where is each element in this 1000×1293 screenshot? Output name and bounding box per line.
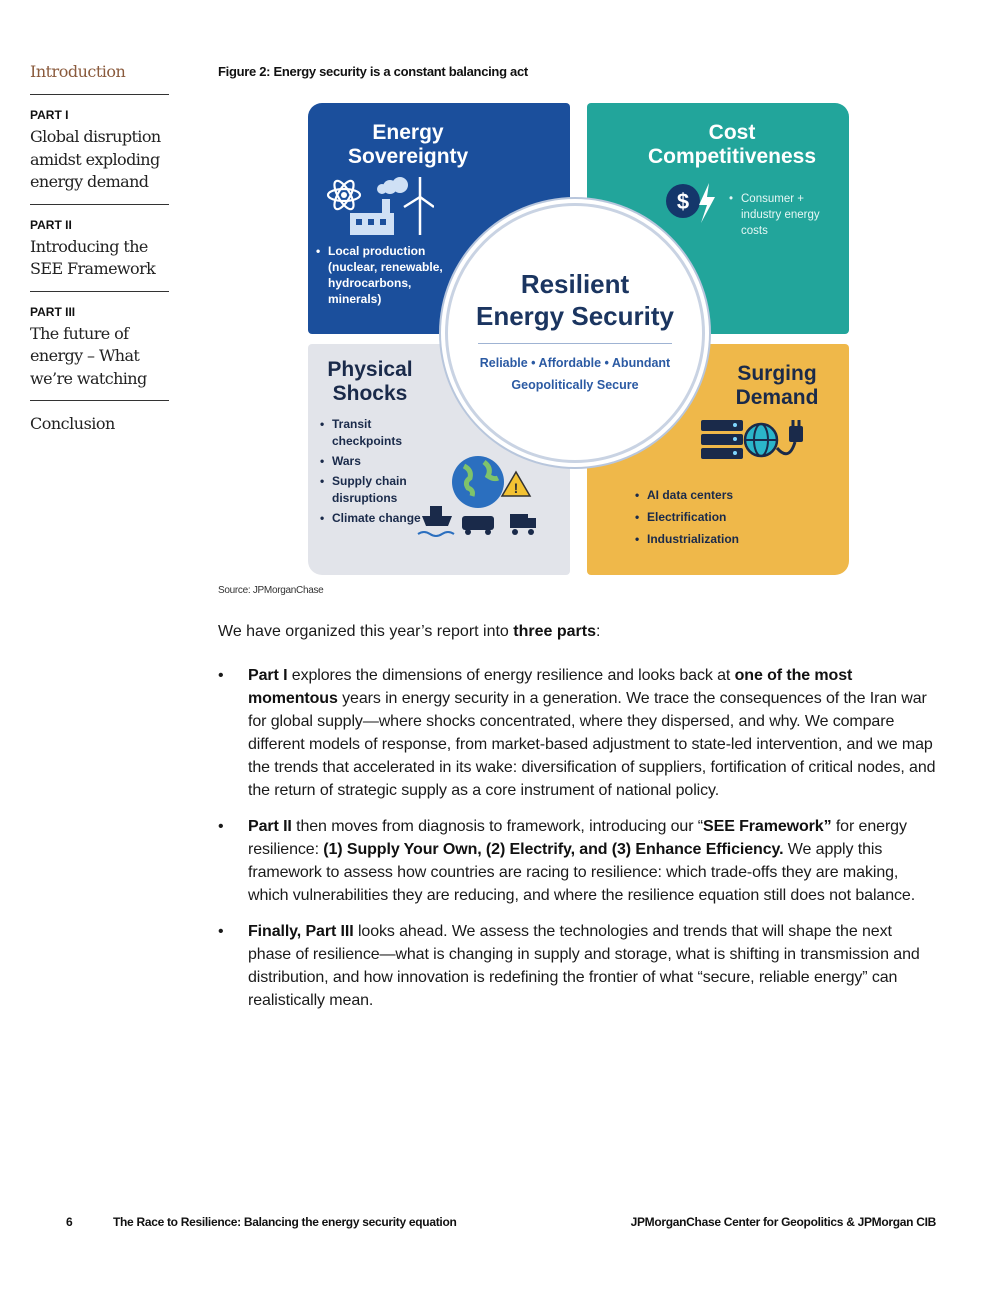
quadrant-title: Cost Competitiveness (647, 121, 817, 168)
bold-text: (1) Supply Your Own, (2) Electrify, and (3) Enhance Efficiency. (323, 841, 784, 858)
atom-factory-wind-icon (322, 175, 434, 237)
energy-security-figure (308, 103, 842, 575)
center-subtitle-line-2: Geopolitically Secure (511, 378, 639, 392)
bold-text: SEE Framework” (703, 818, 832, 835)
nav-item-introduction[interactable]: Introduction (30, 62, 169, 95)
nav-part-label: PART II (30, 217, 72, 232)
nav-part-title: The future of energy – What we’re watching (30, 323, 147, 388)
sidebar-nav (30, 62, 169, 433)
nav-item-part-2[interactable] (30, 205, 169, 292)
text: for energy resilience: (248, 818, 907, 858)
page-number: 6 (66, 1215, 73, 1229)
globe-ship-truck-icon (416, 452, 540, 542)
server-globe-plug-icon (699, 418, 809, 468)
svg-text:!: ! (513, 480, 519, 496)
bold-text: Finally, Part III (248, 923, 354, 940)
figure-title: Figure 2: Energy security is a constant balancing act (218, 64, 528, 79)
bold-text: Part I (248, 667, 288, 684)
intro-text: We have organized this year’s report into (218, 623, 514, 640)
parts-list (218, 664, 938, 1025)
list-item: • Local production (nuclear, renewable, hydrocarbons, minerals) (316, 243, 446, 307)
dollar-lightning-icon (665, 181, 717, 225)
nav-item-part-1[interactable] (30, 95, 169, 205)
quadrant-title: Energy Sovereignty (348, 121, 469, 168)
center-title-line-1: Resilient (520, 269, 630, 299)
list-item: • Electrification (635, 506, 785, 528)
quadrant-list (729, 191, 839, 239)
nav-item-conclusion[interactable]: Conclusion (30, 414, 115, 433)
text: looks ahead. We assess the technologies and trends that will shape the next phase of resilience—what is changing in supply and storage, what is shifting in transmission and distribution, and how innovation is redefining the frontier of what “secure, reliable energy” can realistically mean. (248, 923, 920, 1009)
svg-text:$: $ (676, 189, 690, 214)
quadrant-title: Physical Shocks (327, 358, 413, 405)
text: years in energy security in a generation. We trace the consequences of the Iran war for global supply—where shocks concentrated, where they dispersed, and why. We compare different models of response, from market-based adjustment to state-led intervention, and we map the trends that accelerated in its wake: diversification of suppliers, fortification of critical nodes, and the return of strategic supply as a core instrument of national policy. (248, 690, 936, 799)
text: We apply this framework to assess how countries are racing to resilience: which trade-offs they are making, which vulnerabilities they are reducing, and where the resilience equation still does not balance. (248, 841, 916, 904)
list-item-part-2 (218, 815, 938, 907)
list-item-part-3 (218, 920, 938, 1012)
divider (478, 343, 672, 344)
text: explores the dimensions of energy resilience and looks back at (287, 667, 735, 684)
list-item: • Consumer + industry energy costs (729, 191, 839, 239)
bold-text: Part II (248, 818, 292, 835)
footer-title: The Race to Resilience: Balancing the energy security equation (113, 1215, 457, 1229)
text: then moves from diagnosis to framework, introducing our “ (291, 818, 704, 835)
list-item: • AI data centers (635, 484, 785, 506)
figure-source: Source: JPMorganChase (218, 585, 324, 596)
center-circle (445, 203, 705, 463)
nav-part-title: Global disruption amidst exploding energy demand (30, 127, 161, 191)
quadrant-list (635, 484, 785, 550)
list-item: • Climate change (320, 510, 440, 527)
list-item: • Supply chain disruptions (320, 473, 440, 507)
intro-text-end: : (595, 623, 601, 640)
intro-bold: three parts (513, 623, 596, 640)
list-item: • Industrialization (635, 528, 785, 550)
list-item: • Transit checkpoints (320, 416, 440, 450)
center-subtitle (448, 352, 702, 396)
quadrant-title: Surging Demand (735, 362, 819, 409)
nav-part-title: Introducing the SEE Framework (30, 236, 156, 278)
quadrant-list (316, 243, 446, 307)
footer-org: JPMorganChase Center for Geopolitics & JPMorgan CIB (630, 1215, 936, 1229)
intro-paragraph (218, 623, 600, 641)
center-subtitle-line-1: Reliable • Affordable • Abundant (479, 356, 671, 370)
nav-item-part-3[interactable] (30, 292, 169, 402)
nav-part-label: PART I (30, 108, 69, 122)
center-title (448, 268, 702, 332)
nav-part-label: PART III (30, 304, 76, 319)
center-title-line-2: Energy Security (476, 301, 674, 331)
list-item: • Wars (320, 453, 440, 470)
bold-text: one of the most momentous (248, 667, 853, 707)
list-item-part-1 (218, 664, 938, 802)
